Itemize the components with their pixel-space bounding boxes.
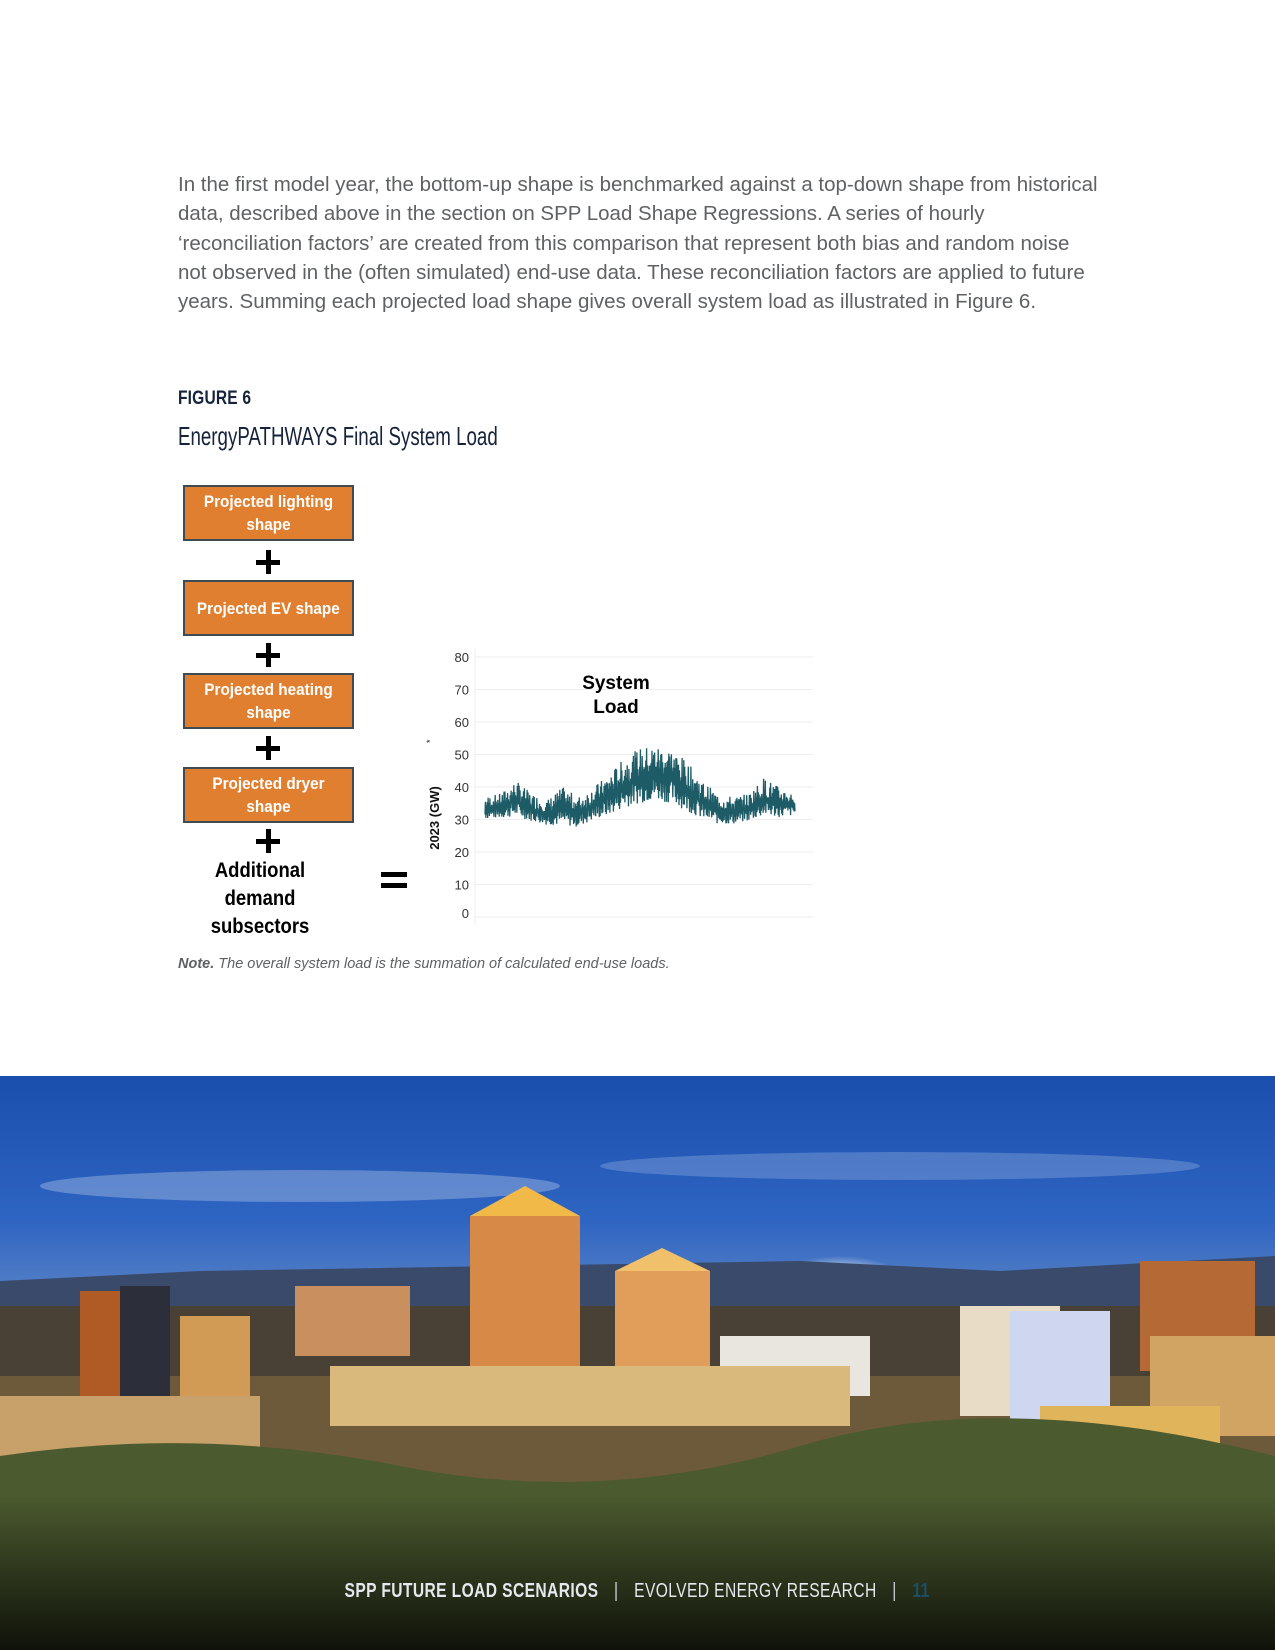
page-footer — [0, 1580, 1275, 1603]
figure-title: EnergyPATHWAYS Final System Load — [178, 421, 498, 451]
figure-note — [178, 956, 670, 972]
page-number: 11 — [912, 1580, 931, 1602]
heating-shape-label: Projected heating shape — [204, 680, 333, 722]
equals-icon — [381, 872, 407, 889]
chart-y-axis-label: 2023 (GW) — [427, 786, 442, 850]
body-paragraph: In the first model year, the bottom-up shape is benchmarked against a top-down shape from historical data, described above in the section on SPP Load Shape Regressions. A series of hourly ‘reconciliation factors’ are created from this comparison that represent both bias and random noise not observed in the (often simulated) end-use data. These reconciliation factors are applied to future years. Summing each projected load shape gives overall system load as illustrated in Figure 6. — [178, 173, 1098, 314]
note-bold: Note. — [178, 956, 215, 972]
footer-report-title: SPP FUTURE LOAD SCENARIOS — [344, 1580, 599, 1602]
chart-annotation-line1: System — [582, 673, 650, 694]
y-tick-label: 60 — [454, 715, 469, 730]
city-skyline-photo — [0, 1076, 1275, 1650]
lighting-shape-box — [183, 485, 354, 541]
y-tick-label: 20 — [454, 845, 469, 860]
y-tick-label: 30 — [454, 812, 469, 828]
ev-shape-box — [183, 580, 354, 636]
additional-demand-label — [172, 857, 348, 941]
heating-shape-box — [183, 673, 354, 729]
y-tick-label: 80 — [454, 650, 469, 665]
footer-separator: | — [892, 1580, 898, 1602]
chart-y-ticks — [455, 650, 469, 921]
footer-separator: | — [614, 1580, 619, 1602]
dryer-shape-box — [183, 767, 354, 823]
y-tick-label: 50 — [454, 747, 469, 763]
footer-organization: EVOLVED ENERGY RESEARCH — [634, 1580, 878, 1602]
y-tick-label: 0 — [461, 906, 469, 921]
note-text: The overall system load is the summation of calculated end-use loads. — [218, 956, 670, 972]
ev-shape-label: Projected EV shape — [197, 598, 340, 618]
y-tick-label: 70 — [454, 682, 469, 698]
y-axis-asterisk: * — [425, 739, 435, 743]
figure-label: FIGURE 6 — [178, 388, 252, 409]
y-tick-label: 40 — [454, 780, 469, 795]
chart-annotation-line2: Load — [593, 697, 639, 718]
system-load-chart — [415, 632, 815, 932]
lighting-shape-label: Projected lighting shape — [203, 492, 334, 534]
y-tick-label: 10 — [454, 877, 469, 893]
additional-demand-text: Additional demand subsectors — [210, 859, 310, 938]
dryer-shape-label: Projected dryer shape — [212, 774, 325, 816]
